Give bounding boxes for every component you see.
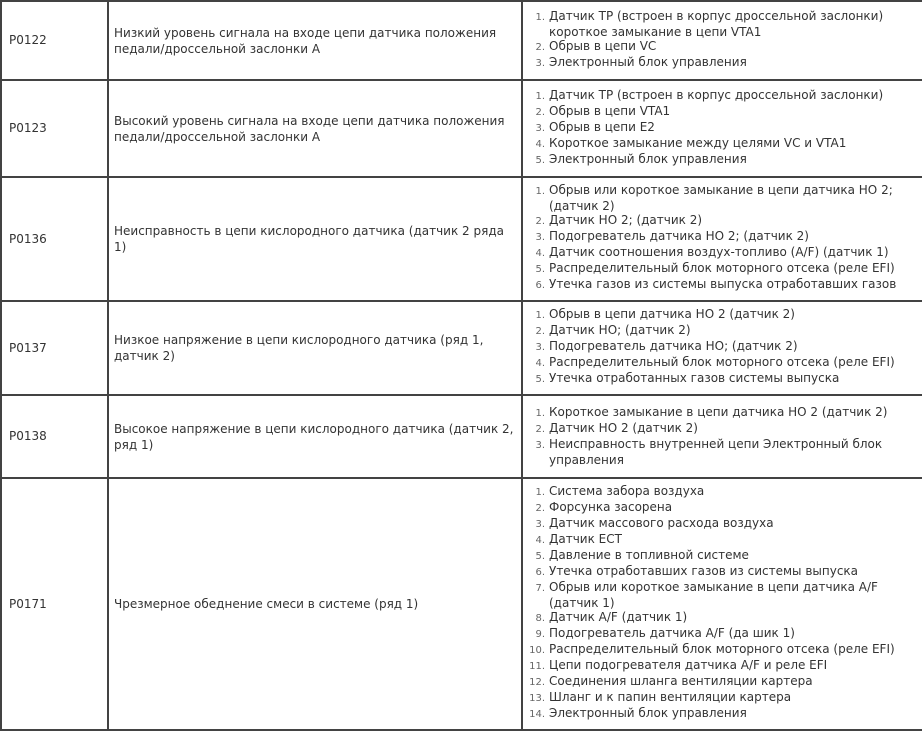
table-row	[1, 80, 922, 177]
cause-item: Форсунка засорена	[549, 500, 673, 514]
dtc-code-cell: P0138	[1, 395, 108, 478]
cause-item: Датчик ECT	[549, 532, 622, 546]
dtc-description-cell: Высокий уровень сигнала на входе цепи датчика положения педали/дроссельной заслонки А	[108, 80, 522, 177]
dtc-causes-cell	[522, 177, 922, 301]
dtc-causes-cell	[522, 1, 922, 80]
cause-item: Система забора воздуха	[549, 484, 705, 498]
cause-item: Датчик массового расхода воздуха	[549, 516, 774, 530]
causes-list	[527, 183, 914, 293]
table-row	[1, 1, 922, 80]
dtc-code-cell: P0171	[1, 478, 108, 730]
cause-item: Обрыв в цепи датчика НО 2 (датчик 2)	[549, 307, 795, 321]
dtc-description-cell: Чрезмерное обеднение смеси в системе (ряд 1)	[108, 478, 522, 730]
cause-item: Обрыв в цепи VTA1	[549, 103, 671, 118]
cause-item: Короткое замыкание в цепи датчика НО 2 (датчик 2)	[549, 404, 888, 419]
dtc-description-cell: Неисправность в цепи кислородного датчика (датчик 2 ряда 1)	[108, 177, 522, 301]
cause-item: Датчик соотношения воздух-топливо (A/F) (датчик 1)	[549, 245, 889, 259]
cause-item: Подогреватель датчика A/F (да шик 1)	[549, 626, 795, 640]
cause-item: Распределительный блок моторного отсека (реле EFI)	[549, 355, 895, 369]
dtc-code-cell: P0122	[1, 1, 108, 80]
dtc-causes-cell	[522, 478, 922, 730]
table-row	[1, 395, 922, 478]
cause-item: Датчик A/F (датчик 1)	[549, 610, 688, 624]
dtc-causes-cell	[522, 80, 922, 177]
cause-item: Утечка отработанных газов системы выпуска	[549, 371, 840, 385]
causes-list	[527, 9, 914, 71]
cause-item: Датчик ТР (встроен в корпус дроссельной заслонки) короткое замыкание в цепи VTA1	[549, 8, 884, 39]
dtc-table-body	[1, 1, 922, 730]
cause-item: Обрыв в цепи VC	[549, 38, 657, 53]
cause-item: Шланг и к папин вентиляции картера	[549, 690, 792, 704]
cause-item: Обрыв или короткое замыкание в цепи датчика A/F (датчик 1)	[549, 580, 878, 610]
cause-item: Электронный блок управления	[549, 151, 747, 166]
table-row	[1, 301, 922, 395]
cause-item: Цепи подогревателя датчика A/F и реле EFI	[549, 658, 828, 672]
cause-item: Датчик ТР (встроен в корпус дроссельной заслонки)	[549, 87, 884, 102]
dtc-description-cell: Низкое напряжение в цепи кислородного датчика (ряд 1, датчик 2)	[108, 301, 522, 395]
cause-item: Давление в топливной системе	[549, 548, 749, 562]
cause-item: Распределительный блок моторного отсека (реле EFI)	[549, 642, 895, 656]
dtc-causes-cell	[522, 395, 922, 478]
cause-item: Подогреватель датчика НО; (датчик 2)	[549, 339, 798, 353]
cause-item: Обрыв или короткое замыкание в цепи датчика НО 2; (датчик 2)	[549, 183, 893, 213]
dtc-code-cell: P0137	[1, 301, 108, 395]
dtc-description-cell: Высокое напряжение в цепи кислородного датчика (датчик 2, ряд 1)	[108, 395, 522, 478]
cause-item: Электронный блок управления	[549, 54, 747, 69]
cause-item: Подогреватель датчика НО 2; (датчик 2)	[549, 229, 809, 243]
cause-item: Датчик НО 2; (датчик 2)	[549, 213, 703, 227]
causes-list	[527, 405, 914, 467]
causes-list	[527, 484, 914, 722]
cause-item: Утечка отработавших газов из системы выпуска	[549, 564, 859, 578]
causes-list	[527, 307, 914, 387]
cause-item: Короткое замыкание между целями VC и VTA1	[549, 135, 847, 150]
cause-item: Распределительный блок моторного отсека (реле EFI)	[549, 261, 895, 275]
dtc-causes-cell	[522, 301, 922, 395]
table-row	[1, 177, 922, 301]
cause-item: Обрыв в цепи Е2	[549, 119, 655, 134]
cause-item: Датчик НО 2 (датчик 2)	[549, 420, 698, 435]
dtc-description-cell: Низкий уровень сигнала на входе цепи датчика положения педали/дроссельной заслонки А	[108, 1, 522, 80]
table-row	[1, 478, 922, 730]
cause-item: Утечка газов из системы выпуска отработавших газов	[549, 277, 897, 291]
cause-item: Датчик НО; (датчик 2)	[549, 323, 691, 337]
dtc-code-cell: P0136	[1, 177, 108, 301]
causes-list	[527, 88, 914, 168]
cause-item: Электронный блок управления	[549, 706, 747, 720]
dtc-code-cell: P0123	[1, 80, 108, 177]
cause-item: Соединения шланга вентиляции картера	[549, 674, 813, 688]
cause-item: Неисправность внутренней цепи Электронный блок управления	[549, 436, 883, 467]
